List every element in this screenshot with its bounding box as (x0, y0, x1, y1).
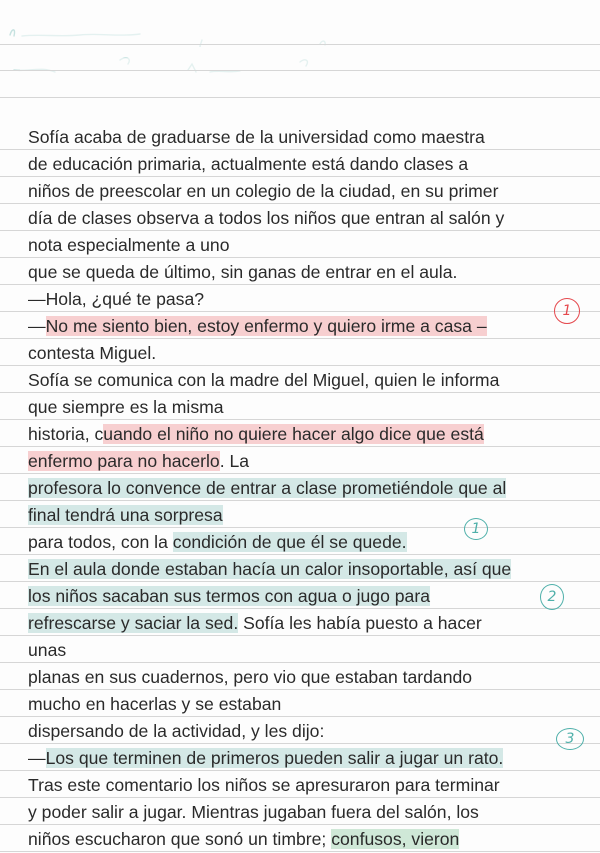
text-line (28, 259, 588, 286)
text-line (28, 637, 588, 664)
notebook-rule (0, 70, 600, 71)
text-line (28, 151, 588, 178)
text-segment: Tras este comentario los niños se apresuraron para terminar (28, 775, 500, 795)
text-line (28, 664, 588, 691)
text-line (28, 826, 588, 853)
text-segment: nota especialmente a uno (28, 235, 230, 255)
text-segment: —Hola, ¿qué te pasa? (28, 289, 205, 309)
text-line (28, 205, 588, 232)
highlight-teal: condición de que él se quede. (172, 532, 407, 552)
text-segment: día de clases observa a todos los niños que entran al salón y (28, 208, 505, 228)
text-segment: . La (219, 451, 250, 471)
highlight-teal: Los que terminen de primeros pueden salir a jugar un rato. (45, 748, 504, 768)
highlight-red: enfermo para no hacerlo (28, 451, 220, 471)
text-line (28, 529, 588, 556)
text-line (28, 286, 588, 313)
text-segment: — (28, 316, 46, 336)
text-line (28, 421, 588, 448)
text-line (28, 448, 588, 475)
text-segment: Sofía acaba de graduarse de la universidad como maestra (28, 127, 485, 147)
highlight-teal: refrescarse y saciar la sed. (28, 613, 239, 633)
text-line (28, 475, 588, 502)
text-segment: mucho en hacerlas y se estaban (28, 694, 282, 714)
highlight-teal: profesora lo convence de entrar a clase prometiéndole que al (28, 478, 507, 498)
text-line (28, 583, 588, 610)
text-segment: dispersando de la actividad, y les dijo: (28, 721, 325, 741)
text-segment: Sofía les había puesto a hacer (238, 613, 482, 633)
text-line (28, 340, 588, 367)
text-line (28, 691, 588, 718)
faded-handwritten-header (0, 0, 600, 98)
text-line (28, 313, 588, 340)
text-segment: que siempre es la misma (28, 397, 224, 417)
notebook-rule (0, 97, 600, 98)
text-line (28, 394, 588, 421)
text-line (28, 745, 588, 772)
text-segment: de educación primaria, actual⁠mente está dando clases a (28, 154, 469, 174)
highlight-teal: En el aula donde estaban hacía un calor insoportable, así que (28, 559, 512, 579)
text-segment: Sofía se comunica con la madre del Miguel, quien le informa (28, 370, 500, 390)
margin-mark-1-red: 1 (554, 298, 580, 324)
highlight-red: uando el niño no quiere hacer algo dice que está (103, 424, 484, 444)
text-segment: que se queda de último, sin ganas de entrar en el aula. (28, 262, 458, 282)
margin-mark-2-teal: 2 (540, 584, 564, 610)
story-text (28, 124, 588, 853)
margin-mark-1-teal: 1 (464, 518, 488, 540)
text-line (28, 718, 588, 745)
highlight-teal: final tendrá una sorpresa (28, 505, 223, 525)
text-segment: contesta Miguel. (28, 343, 157, 363)
text-segment: — (28, 748, 46, 768)
text-line (28, 799, 588, 826)
text-line (28, 232, 588, 259)
margin-mark-3-teal: 3 (556, 728, 584, 750)
text-line (28, 610, 588, 637)
faded-handwriting-scribble (0, 0, 600, 98)
text-segment: planas en sus cuadernos, pero vio que estaban tardando (28, 667, 473, 687)
text-segment: niños escucharon que sonó un timbre; (28, 829, 332, 849)
text-line (28, 178, 588, 205)
text-line (28, 502, 588, 529)
highlight-red: No me siento bien, estoy enfermo y quiero irme a casa – (45, 316, 487, 336)
text-segment: para todos, con la (28, 532, 173, 552)
text-segment: unas (28, 640, 67, 660)
text-line (28, 367, 588, 394)
text-segment: niños de preescolar en un colegio de la ciudad, en su primer (28, 181, 499, 201)
text-line (28, 124, 588, 151)
text-segment: historia, c (28, 424, 104, 444)
notebook-rule (0, 44, 600, 45)
text-segment: y poder salir a jugar. Mien⁠tras jugaban fuera del salón, los (28, 802, 479, 822)
highlight-green: confusos, vieron (331, 829, 460, 849)
text-line (28, 772, 588, 799)
highlight-teal: los niños sacaban sus ter⁠mos con agua o jugo para (28, 586, 430, 606)
text-line (28, 556, 588, 583)
